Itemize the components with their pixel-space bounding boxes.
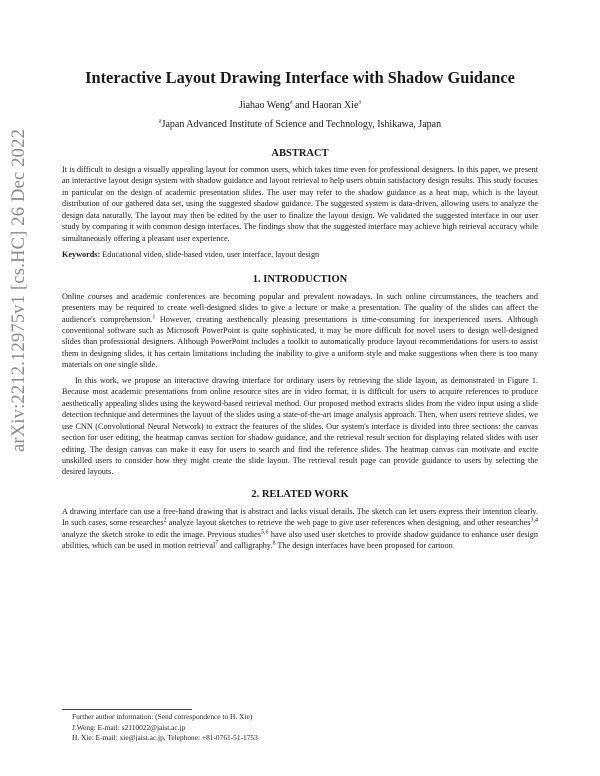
footnotes (62, 709, 538, 744)
abstract-heading: ABSTRACT (271, 148, 329, 159)
keywords (62, 249, 538, 261)
arxiv-id: arXiv:2212.12975v1 [cs.HC] 26 Dec 2022 (9, 128, 30, 452)
citation-ref: 8 (272, 540, 276, 547)
keywords-label: Keywords: (62, 250, 101, 260)
citation-ref: 3,4 (530, 517, 538, 524)
related-text: analyze the sketch stroke to edit the image. Previous studies (62, 529, 262, 539)
affiliation-mark: a (358, 99, 362, 106)
citation-ref: 1 (152, 313, 156, 320)
author-list (62, 99, 538, 112)
section-heading-related-work: 2. RELATED WORK (251, 488, 349, 500)
related-text: and calligraphy. (218, 541, 273, 551)
related-paragraph (62, 506, 538, 552)
author-name: Haoran Xie (312, 100, 359, 111)
affiliation-text: Japan Advanced Institute of Science and Technology, Ishikawa, Japan (161, 119, 442, 130)
related-text: analyze layout sketches to retrieve the web page to give user references when designing, and other researches (166, 518, 531, 528)
related-text: The design interfaces have been proposed for cartoon (275, 541, 453, 551)
arxiv-stamp (0, 0, 40, 580)
keywords-text: Educational video, slide-based video, user interface, layout design (102, 250, 320, 260)
intro-paragraph-2: In this work, we propose an interactive drawing interface for ordinary users by retrieving the slide layout, as demonstrated in Figure 1. Because most academic presentations from online resource sites are in video format, it is difficult for users to acquire references to produce aesthetically appealing slides using the keyword-based retrieval method. Our proposed method extracts slides from the video input using a slide detection technique and determines the layout of the slides using a state-of-the-art image analysis approach. Then, when users retrieve slides, we use CNN (Convolutional Neural Network) to extract the features of the slides. Our system's interface is divided into three sections: the canvas section for user editing, the heatmap canvas section for shadow guidance, and the retrieval result section for displaying related slides with user editing. The design canvas can make it easy for users to search and find the reference slides. The heatmap canvas can motivate and excite unskilled users to consider how they might create the slide layout. The retrieval result page can provide guidance to users by selecting the desired layouts. (62, 375, 538, 477)
citation-ref: 2 (163, 517, 167, 524)
footnote-rule (62, 709, 192, 710)
affiliation-mark: a (158, 118, 162, 125)
citation-ref: 7 (215, 540, 219, 547)
related-text: A drawing interface can use a free-hand drawing that is abstract and lacks visual details. The sketch can let users express their intention clearly. In such cases, some researches (62, 506, 538, 528)
intro-text: However, creating aesthetically pleasing presentations is time-consuming for inexperienced users. Although conventional software such as Microsoft PowerPoint is quite sophisticated, it may be more difficult for novel users to design well-designed slides than professional designers. Although PowerPoint includes a toolkit to automatically produce layout recommendations for users to assist them in designing slides, it has certain limitations including the inability to give a uniform style and make suggestions when there is too many materials on one single slide. (62, 314, 538, 370)
footnote-line: Further author information: (Send correspondence to H. Xie) (72, 712, 253, 721)
abstract-text: It is difficult to design a visually appealing layout for common users, which takes time even for professional designers. In this paper, we present an interactive layout design system with shadow guidance and layout retrieval to help users obtain satisfactory design results. This study focuses in particular on the design of academic presentation slides. The user may refer to the shadow guidance as a heat map, which is the layout distribution of our gathered data set, using the suggested shadow guidance. The suggested system is data-driven, allowing users to analyze the design data naturally. The layout may then be edited by the user to finalize the layout design. We validated the suggested interface in our user study by comparing it with common design interfaces. The findings show that the suggested interface may achieve high retrieval accuracy while simultaneously offering a pleasant user experience. (62, 165, 538, 243)
footnote-line: H. Xie: E-mail: xie@jaist.ac.jp, Telephone: +81-0761-51-1753 (72, 733, 258, 743)
intro-paragraph-1 (62, 291, 538, 371)
section-heading-introduction: 1. INTRODUCTION (252, 273, 348, 285)
paper-title: Interactive Layout Drawing Interface with Shadow Guidance (85, 68, 515, 87)
affiliation (62, 118, 538, 131)
author-separator: and (292, 100, 313, 111)
citation-ref: 5,6 (261, 529, 269, 536)
related-text: have also used user sketches to provide shadow guidance to enhance user design abilities, which can be used in motion retrieval (62, 529, 538, 551)
affiliation-mark: a (289, 99, 293, 106)
footnote-line: J.Weng: E-mail: s2110022@jaist.ac.jp (72, 722, 186, 732)
paper-page (62, 68, 538, 552)
author-name: Jiahao Weng (238, 100, 290, 111)
intro-text: Online courses and academic conferences are becoming popular and prevalent nowadays. In such online circumstances, the teachers and presenters may be required to create well-designed slides to give a lecture or make a presentation. The quality of the slides can affect the audience's comprehension. (62, 291, 538, 324)
